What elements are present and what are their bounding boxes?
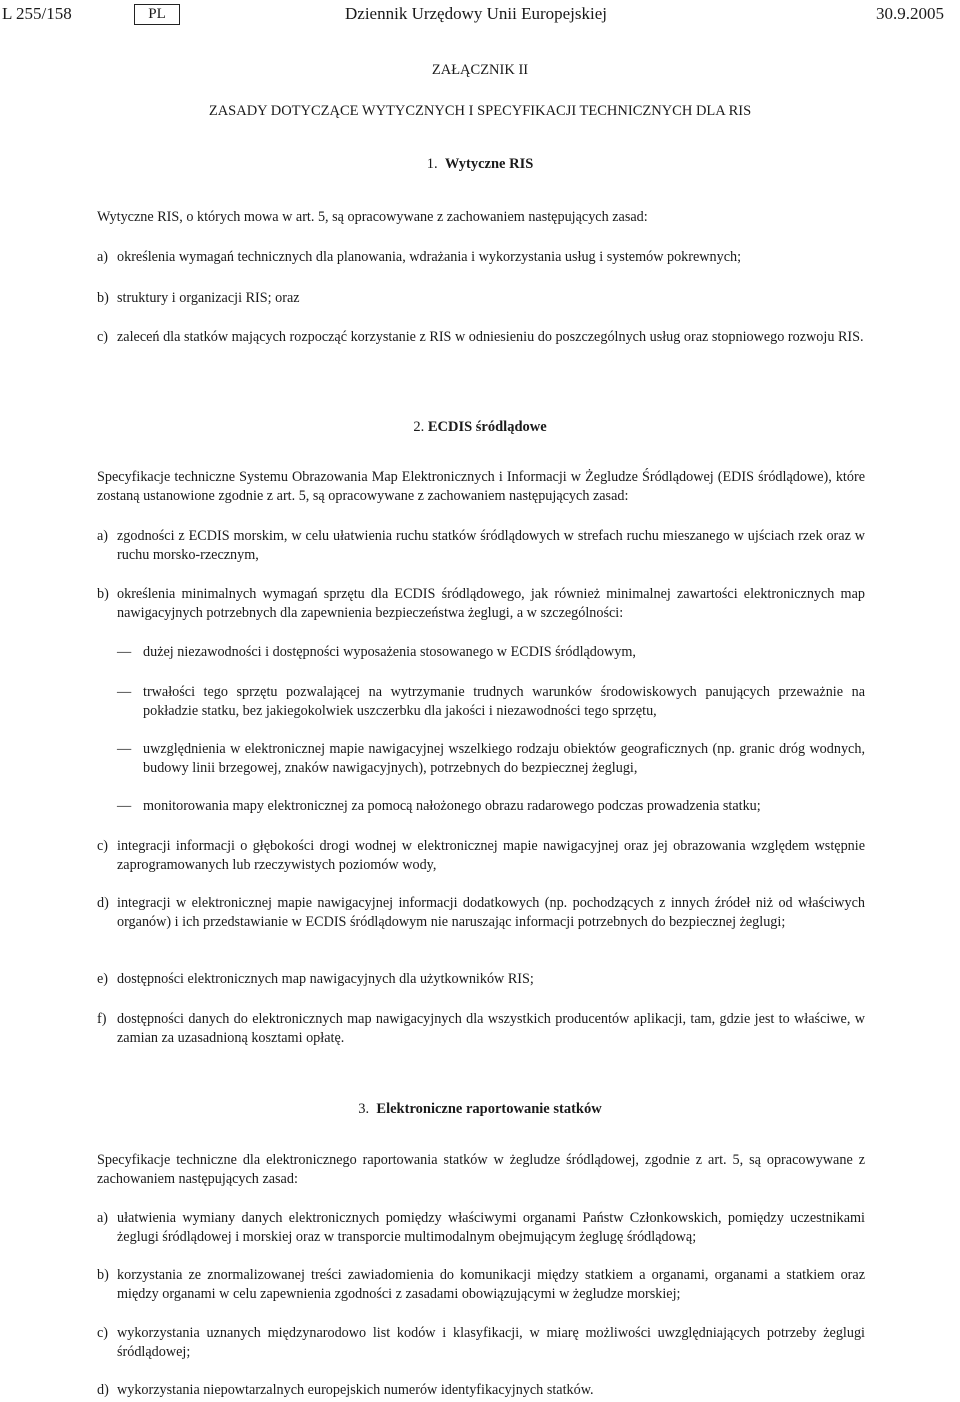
item-label: d) (97, 895, 109, 911)
item-label: b) (97, 1267, 109, 1283)
section-2-intro: Specyfikacje techniczne Systemu Obrazowania Map Elektronicznych i Informacji w Żegludze Śródlądowej (EDIS śródlądowe), które zostaną ustanowione zgodnie z art. 5, są opracowywane z zachowaniem następujących zasad: (97, 469, 865, 504)
item-text: wykorzystania uznanych międzynarodowo list kodów i klasyfikacji, w miarę możliwości uwzględniających potrzeby żeglugi śródlądowej; (117, 1325, 865, 1360)
item-label: e) (97, 971, 109, 987)
item-text: dostępności elektronicznych map nawigacyjnych dla użytkowników RIS; (117, 971, 534, 987)
page-header (0, 3, 960, 27)
section-title: Wytyczne RIS (444, 156, 534, 172)
item-text: integracji informacji o głębokości drogi wodnej w elektronicznej mapie nawigacyjnej oraz jej obrazowania względem wstępnie zaprogramowanych lub rzeczywistych poziomów wody, (117, 838, 865, 873)
item-label: a) (97, 1210, 109, 1226)
item-text: zaleceń dla statków mających rozpocząć korzystanie z RIS w odniesieniu do poszczególnych usług oraz stopniowego rozwoju RIS. (117, 329, 864, 345)
item-label: b) (97, 290, 109, 306)
journal-title: Dziennik Urzędowy Unii Europejskiej (345, 4, 608, 23)
page-reference: L 255/158 (2, 4, 72, 23)
dash-text: uwzględnienia w elektronicznej mapie nawigacyjnej wszelkiego rodzaju obiektów geograficznych (np. granic dróg wodnych, budowy linii brzegowej, znaków nawigacyjnych), potrzebnych do bezpiecznej żeglugi, (143, 741, 865, 776)
item-label: c) (97, 329, 109, 345)
item-text: ułatwienia wymiany danych elektronicznych pomiędzy właściwymi organami Państw Członkowskich, pomiędzy uczestnikami żeglugi śródlądowej i morskiej oraz w transporcie multimodalnym obejmującym żeglugę śródlądową; (117, 1210, 865, 1245)
section-1-intro: Wytyczne RIS, o których mowa w art. 5, są opracowywane z zachowaniem następujących zasad: (97, 209, 648, 225)
item-text: określenia wymagań technicznych dla planowania, wdrażania i wykorzystania usług i systemów pokrewnych; (117, 249, 742, 265)
item-text: dostępności danych do elektronicznych map nawigacyjnych dla wszystkich producentów aplikacji, tam, gdzie jest to właściwe, w zamian za uzasadnioną kosztami opłatę. (117, 1011, 865, 1046)
item-label: d) (97, 1382, 109, 1398)
item-label: f) (97, 1011, 107, 1027)
section-number: 1. (426, 156, 438, 172)
dash-label: — (117, 684, 132, 700)
publication-date: 30.9.2005 (876, 4, 944, 23)
section-1-heading (0, 155, 960, 174)
section-3-intro: Specyfikacje techniczne dla elektronicznego raportowania statków w żegludze śródlądowej, zgodnie z art. 5, są opracowywane z zachowaniem następujących zasad: (97, 1152, 865, 1187)
dash-label: — (117, 798, 132, 814)
item-text: wykorzystania niepowtarzalnych europejskich numerów identyfikacyjnych statków. (117, 1382, 594, 1398)
dash-text: dużej niezawodności i dostępności wyposażenia stosowanego w ECDIS śródlądowym, (143, 644, 636, 660)
annex-label: ZAŁĄCZNIK II (431, 62, 529, 78)
item-label: a) (97, 249, 109, 265)
item-text: korzystania ze znormalizowanej treści zawiadomienia do komunikacji między statkiem a organami, organami a statkiem oraz między organami w celu zapewnienia zgodności z zasadami obowiązującymi w żegludze morskiej; (117, 1267, 865, 1302)
section-title: Elektroniczne raportowanie statków (376, 1101, 602, 1117)
annex-title: ZASADY DOTYCZĄCE WYTYCZNYCH I SPECYFIKACJI TECHNICZNYCH DLA RIS (208, 103, 752, 119)
language-badge: PL (134, 4, 180, 25)
item-text: integracji w elektronicznej mapie nawigacyjnej informacji dodatkowych (np. pochodzących z innych źródeł niż od właściwych organów) i ich przedstawianie w ECDIS śródlądowym nie naruszając informacji potrzebnych do bezpiecznej żeglugi; (117, 895, 865, 930)
item-text: określenia minimalnych wymagań sprzętu dla ECDIS śródlądowego, jak również minimalnej zawartości elektronicznych map nawigacyjnych potrzebnych dla zapewnienia bezpieczeństwa żeglugi, a w szczególności: (117, 586, 865, 621)
section-3-heading (0, 1100, 960, 1119)
item-label: c) (97, 1325, 109, 1341)
section-number: 2. (413, 419, 425, 435)
item-label: c) (97, 838, 109, 854)
item-label: b) (97, 586, 109, 602)
item-text: struktury i organizacji RIS; oraz (117, 290, 300, 306)
item-text: zgodności z ECDIS morskim, w celu ułatwienia ruchu statków śródlądowych w strefach ruchu mieszanego w ujściach rzek oraz w ruchu morsko-rzecznym, (117, 528, 865, 563)
dash-label: — (117, 741, 132, 757)
section-number: 3. (358, 1101, 370, 1117)
dash-text: monitorowania mapy elektronicznej za pomocą nałożonego obrazu radarowego podczas prowadzenia statku; (143, 798, 761, 814)
dash-label: — (117, 644, 132, 660)
section-title: ECDIS śródlądowe (427, 419, 547, 435)
section-2-heading (0, 418, 960, 437)
dash-text: trwałości tego sprzętu pozwalającej na wytrzymanie trudnych warunków środowiskowych panujących przeważnie na pokładzie statku, bez jakiegokolwiek uszczerbku dla jakości i niezawodności tego sprzętu, (143, 684, 865, 719)
item-label: a) (97, 528, 109, 544)
